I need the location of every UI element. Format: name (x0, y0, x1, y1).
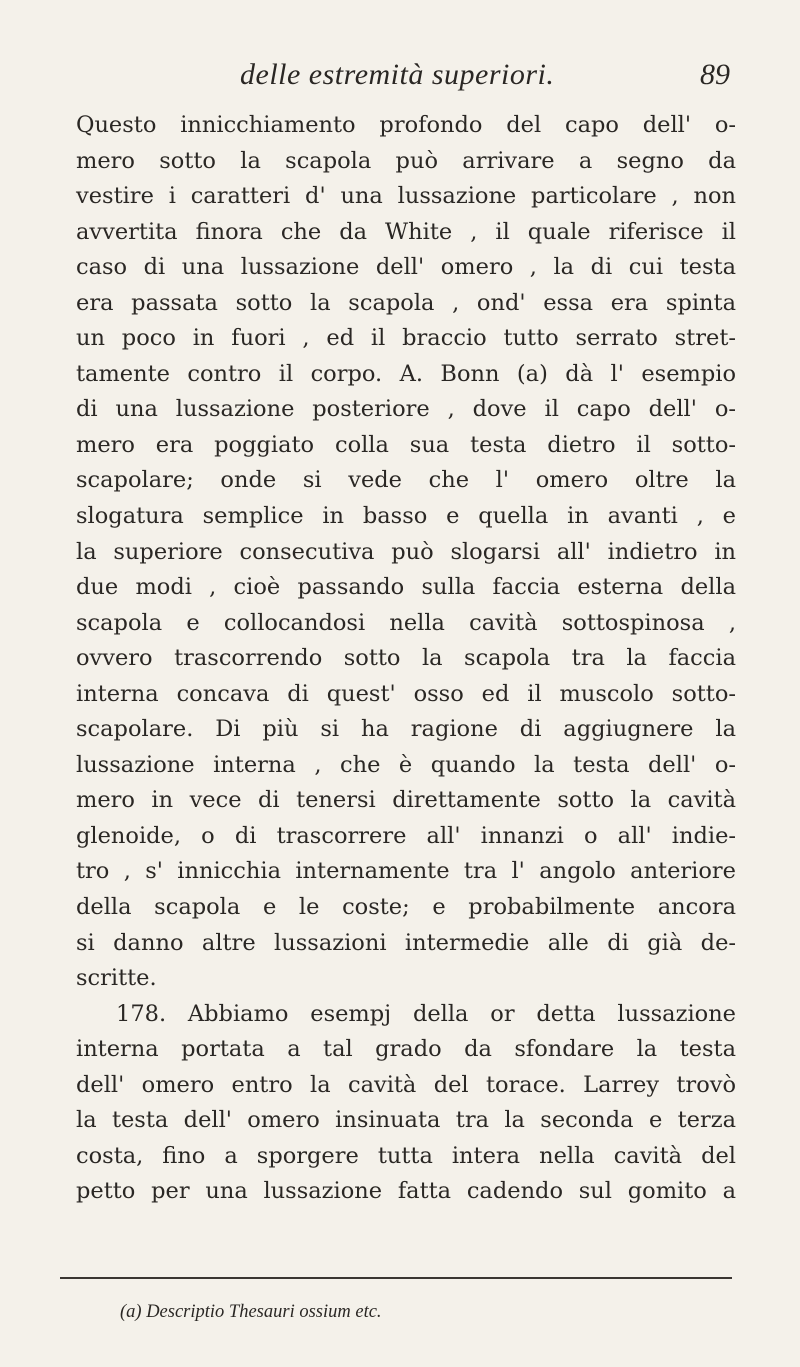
text-line: dell' omero entro la cavità del torace. Larrey trovò (76, 1071, 736, 1098)
text-line: mero era poggiato colla sua testa dietro il sotto- (76, 431, 736, 458)
text-line: scapola e collocandosi nella cavità sottospinosa , (76, 609, 736, 636)
text-line: caso di una lussazione dell' omero , la di cui testa (76, 254, 736, 281)
page-number: 89 (700, 58, 730, 91)
text-line: petto per una lussazione fatta cadendo sul gomito a (76, 1178, 736, 1205)
text-line: glenoide, o di trascorrere all' innanzi o all' indie- (76, 822, 736, 849)
paragraph-start-line: 178. Abbiamo esempj della or detta lussazione (116, 1000, 736, 1027)
text-line: la superiore consecutiva può slogarsi all' indietro in (76, 538, 736, 565)
text-line: mero sotto la scapola può arrivare a segno da (76, 147, 736, 174)
running-head: delle estremità superiori. (240, 58, 555, 91)
text-line: della scapola e le coste; e probabilmente ancora (76, 894, 736, 921)
text-line: due modi , cioè passando sulla faccia esterna della (76, 574, 736, 601)
text-line: Questo innicchiamento profondo del capo dell' o- (76, 112, 736, 138)
footnote-rule (60, 1277, 732, 1279)
text-line: interna portata a tal grado da sfondare la testa (76, 1036, 736, 1063)
text-line: tamente contro il corpo. A. Bonn (a) dà l' esempio (76, 360, 736, 387)
text-line: vestire i caratteri d' una lussazione particolare , non (76, 183, 736, 210)
text-line: costa, fino a sporgere tutta intera nella cavità del (76, 1142, 736, 1169)
text-line: la testa dell' omero insinuata tra la seconda e terza (76, 1107, 736, 1134)
text-line: slogatura semplice in basso e quella in avanti , e (76, 503, 736, 530)
text-line: scapolare; onde si vede che l' omero oltre la (76, 467, 736, 494)
text-line: lussazione interna , che è quando la testa dell' o- (76, 751, 736, 778)
footnote: (a) Descriptio Thesauri ossium etc. (120, 1302, 382, 1322)
body-text (76, 108, 736, 1210)
text-line: di una lussazione posteriore , dove il capo dell' o- (76, 396, 736, 423)
text-line: mero in vece di tenersi direttamente sotto la cavità (76, 787, 736, 814)
text-line: interna concava di quest' osso ed il muscolo sotto- (76, 680, 736, 707)
text-line: scritte. (76, 965, 157, 992)
text-line: si danno altre lussazioni intermedie alle di già de- (76, 929, 736, 956)
page-header (60, 58, 730, 98)
text-line: un poco in fuori , ed il braccio tutto serrato stret- (76, 325, 736, 352)
text-line: avvertita finora che da White , il quale riferisce il (76, 218, 736, 245)
text-line: ovvero trascorrendo sotto la scapola tra la faccia (76, 645, 736, 672)
text-line: tro , s' innicchia internamente tra l' angolo anteriore (76, 858, 736, 885)
text-line: scapolare. Di più si ha ragione di aggiugnere la (76, 716, 736, 743)
text-line: era passata sotto la scapola , ond' essa era spinta (76, 289, 736, 316)
